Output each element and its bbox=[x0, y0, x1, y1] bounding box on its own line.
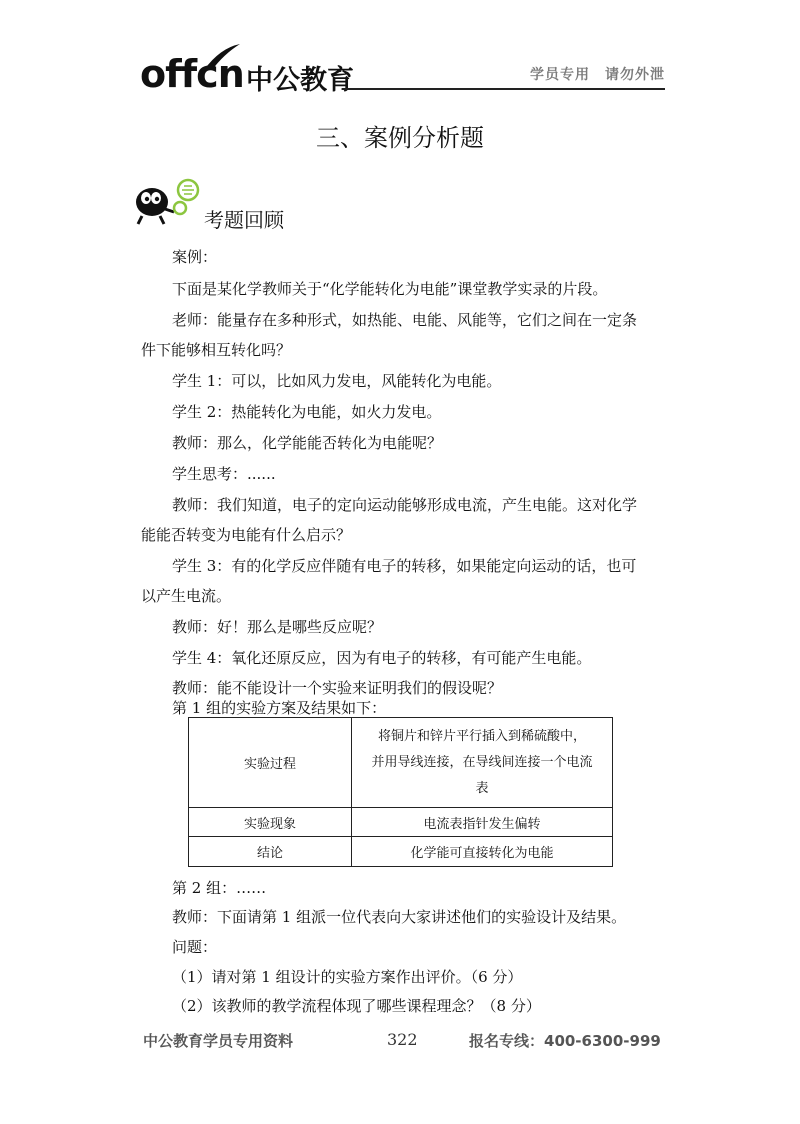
page-header bbox=[140, 40, 665, 100]
text-line: 教师：那么，化学能能否转化为电能呢？ bbox=[172, 434, 443, 452]
text-line: 教师：好！那么是哪些反应呢？ bbox=[172, 618, 383, 636]
header-rule bbox=[342, 88, 665, 90]
cartoon-mascot-icon bbox=[132, 178, 204, 226]
text-line: 案例： bbox=[172, 248, 218, 266]
text-line: 件下能够相互转化吗？ bbox=[141, 341, 292, 359]
cell-line: 将铜片和锌片平行插入到稀硫酸中， bbox=[377, 728, 586, 744]
cell-line: 表 bbox=[475, 780, 489, 796]
table-row bbox=[189, 837, 613, 867]
experiment-table bbox=[188, 717, 613, 867]
cell-line: 电流表指针发生偏转 bbox=[423, 816, 541, 832]
text-line: 问题： bbox=[172, 938, 218, 956]
text-line: 第 2 组：…… bbox=[172, 879, 267, 897]
text-line: 学生 3：有的化学反应伴随有电子的转移，如果能定向运动的话，也可 bbox=[172, 557, 637, 575]
cell-line: 化学能可直接转化为电能 bbox=[410, 846, 554, 861]
page-title: 三、案例分析题 bbox=[316, 124, 484, 152]
text-line: 能能否转变为电能有什么启示？ bbox=[141, 526, 352, 544]
cell-line: 并用导线连接，在导线间连接一个电流 bbox=[371, 754, 593, 770]
table-row bbox=[189, 808, 613, 837]
text-line: 教师：能不能设计一个实验来证明我们的假设呢？ bbox=[172, 679, 503, 697]
table-cell-value bbox=[352, 808, 613, 837]
logo-latin: offcn bbox=[140, 52, 244, 96]
section-heading bbox=[132, 178, 432, 232]
text-line: 以产生电流。 bbox=[141, 587, 232, 605]
logo-swoosh-icon bbox=[202, 42, 242, 72]
table-cell-label: 结论 bbox=[189, 837, 352, 867]
table-cell-value bbox=[352, 837, 613, 867]
text-line: 第 1 组的实验方案及结果如下： bbox=[172, 699, 387, 717]
footer-left: 中公教育学员专用资料 bbox=[143, 1032, 294, 1050]
text-line: 学生 4：氧化还原反应，因为有电子的转移，有可能产生电能。 bbox=[172, 649, 592, 667]
text-line: （2）该教师的教学流程体现了哪些课程理念？（8 分） bbox=[172, 997, 541, 1015]
logo-chinese: 中公教育 bbox=[246, 65, 354, 96]
section-label: 考题回顾 bbox=[204, 208, 284, 232]
header-note: 学员专用 请勿外泄 bbox=[530, 67, 665, 83]
table-cell-value bbox=[352, 718, 613, 808]
text-line: 教师：下面请第 1 组派一位代表向大家讲述他们的实验设计及结果。 bbox=[172, 908, 627, 926]
table-row bbox=[189, 718, 613, 808]
text-line: 学生思考：...... bbox=[172, 465, 276, 483]
table-cell-label: 实验过程 bbox=[189, 718, 352, 808]
text-line: （1）请对第 1 组设计的实验方案作出评价。（6 分） bbox=[172, 968, 523, 986]
text-line: 教师：我们知道，电子的定向运动能够形成电流，产生电能。这对化学 bbox=[172, 496, 638, 514]
text-line: 下面是某化学教师关于“化学能转化为电能”课堂教学实录的片段。 bbox=[172, 280, 608, 298]
text-line: 老师：能量存在多种形式，如热能、电能、风能等，它们之间在一定条 bbox=[172, 311, 638, 329]
text-line: 学生 1：可以，比如风力发电，风能转化为电能。 bbox=[172, 372, 502, 390]
footer-hotline: 报名专线：400-6300-999 bbox=[469, 1032, 661, 1050]
page-number: 322 bbox=[387, 1030, 418, 1049]
table-cell-label: 实验现象 bbox=[189, 808, 352, 837]
text-line: 学生 2：热能转化为电能，如火力发电。 bbox=[172, 403, 442, 421]
